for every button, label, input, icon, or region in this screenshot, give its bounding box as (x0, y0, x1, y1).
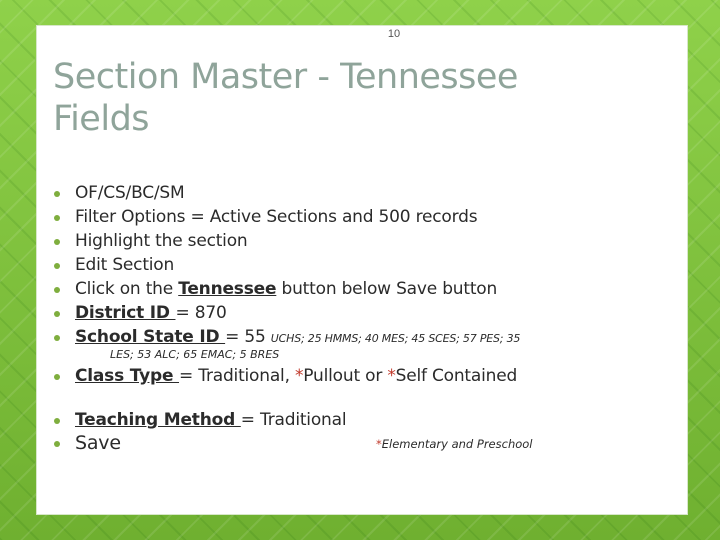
footnote (376, 437, 533, 451)
bullet-text: Filter Options = Active Sections and 500 records (75, 207, 478, 227)
bullet-dot-icon (54, 335, 60, 341)
slide-title (53, 56, 613, 140)
bullet-text: OF/CS/BC/SM (75, 183, 185, 203)
district-id-value: = 870 (175, 303, 227, 323)
bullet-dot-icon (54, 215, 60, 221)
bullet-dot-icon (54, 263, 60, 269)
bullet-dot-icon (54, 311, 60, 317)
bullet-text (75, 279, 497, 299)
bullet-text: Highlight the section (75, 231, 248, 251)
footnote-text: Elementary and Preschool (381, 437, 533, 451)
bullet-text (75, 366, 517, 386)
class-type-value-a: = Traditional, (179, 366, 295, 386)
asterisk: * (294, 366, 304, 386)
text-pre: Click on the (75, 279, 179, 299)
asterisk: * (387, 366, 396, 386)
bullet-text: Edit Section (75, 255, 175, 275)
teaching-method-label: Teaching Method (75, 410, 241, 430)
school-codes-line-2: LES; 53 ALC; 65 EMAC; 5 BRES (110, 348, 280, 361)
bullet-dot-icon (54, 441, 60, 447)
school-state-id-label: School State ID (75, 327, 226, 347)
bullet-text (75, 410, 346, 430)
class-type-value-c: Self Contained (395, 366, 518, 386)
bullet-dot-icon (54, 418, 60, 424)
class-type-label: Class Type (75, 366, 180, 386)
title-line-2: Fields (53, 99, 150, 139)
bullet-dot-icon (54, 239, 60, 245)
bullet-dot-icon (54, 191, 60, 197)
bullet-dot-icon (54, 287, 60, 293)
title-line-1: Section Master - Tennessee (53, 57, 518, 97)
text-post: button below Save button (276, 279, 498, 299)
school-state-id-value: = 55 (225, 327, 271, 347)
asterisk: * (376, 437, 382, 451)
bullet-text (75, 327, 520, 347)
school-codes: UCHS; 25 HMMS; 40 MES; 45 SCES; 57 PES; 35 (270, 332, 521, 345)
district-id-label: District ID (75, 303, 176, 323)
bullet-dot-icon (54, 374, 60, 380)
bullet-text (75, 303, 227, 323)
teaching-method-value: = Traditional (240, 410, 347, 430)
bullet-text: Save (75, 432, 121, 454)
class-type-value-b: Pullout or (303, 366, 388, 386)
page-number: 10 (387, 28, 401, 40)
tennessee-label: Tennessee (178, 279, 277, 299)
